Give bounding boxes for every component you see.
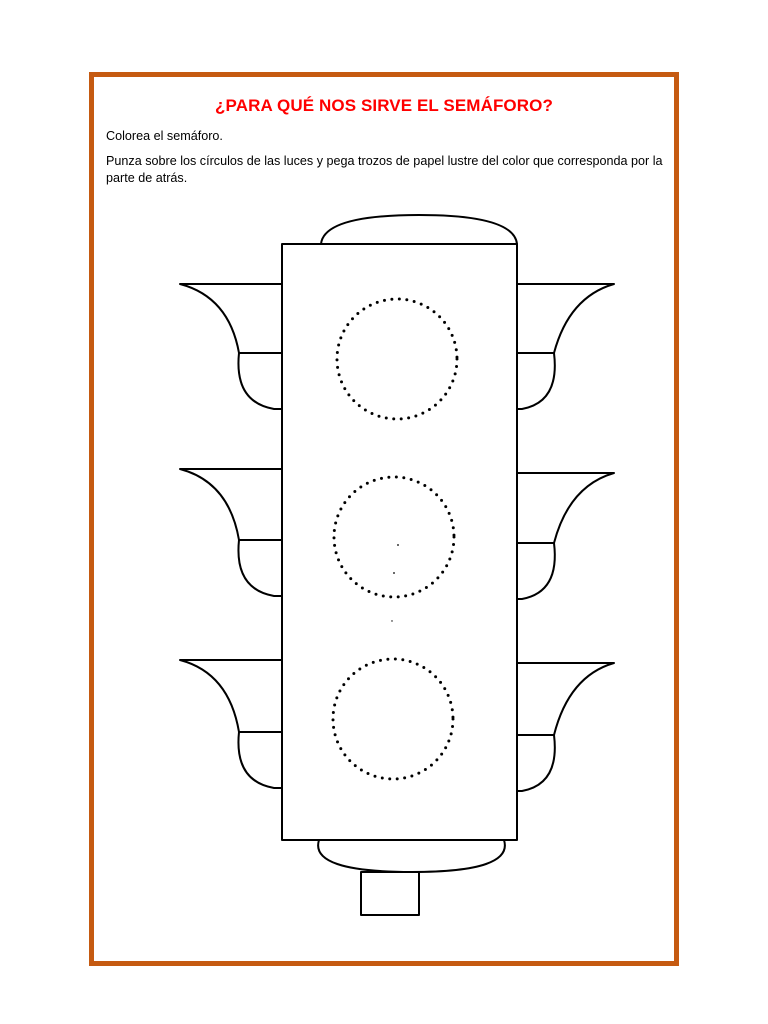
instruction-color: Colorea el semáforo.	[106, 129, 223, 143]
traffic-light-pole	[361, 872, 419, 915]
traffic-light-illustration	[94, 77, 674, 961]
top-light	[337, 299, 457, 419]
speck	[391, 620, 392, 621]
middle-light	[334, 477, 454, 597]
traffic-light-housing	[282, 244, 517, 840]
worksheet-title: ¿PARA QUÉ NOS SIRVE EL SEMÁFORO?	[215, 96, 553, 115]
worksheet-frame	[89, 72, 679, 966]
traffic-light-bottom-cap	[318, 840, 505, 872]
traffic-light-top-cap	[321, 215, 517, 244]
instruction-punch: Punza sobre los círculos de las luces y pega trozos de papel lustre del color que corresponda por la parte de atrás.	[106, 154, 663, 185]
bottom-light	[333, 659, 453, 779]
right-visors	[517, 284, 614, 791]
speck	[393, 572, 395, 574]
speck	[397, 544, 399, 546]
left-visors	[180, 284, 282, 788]
